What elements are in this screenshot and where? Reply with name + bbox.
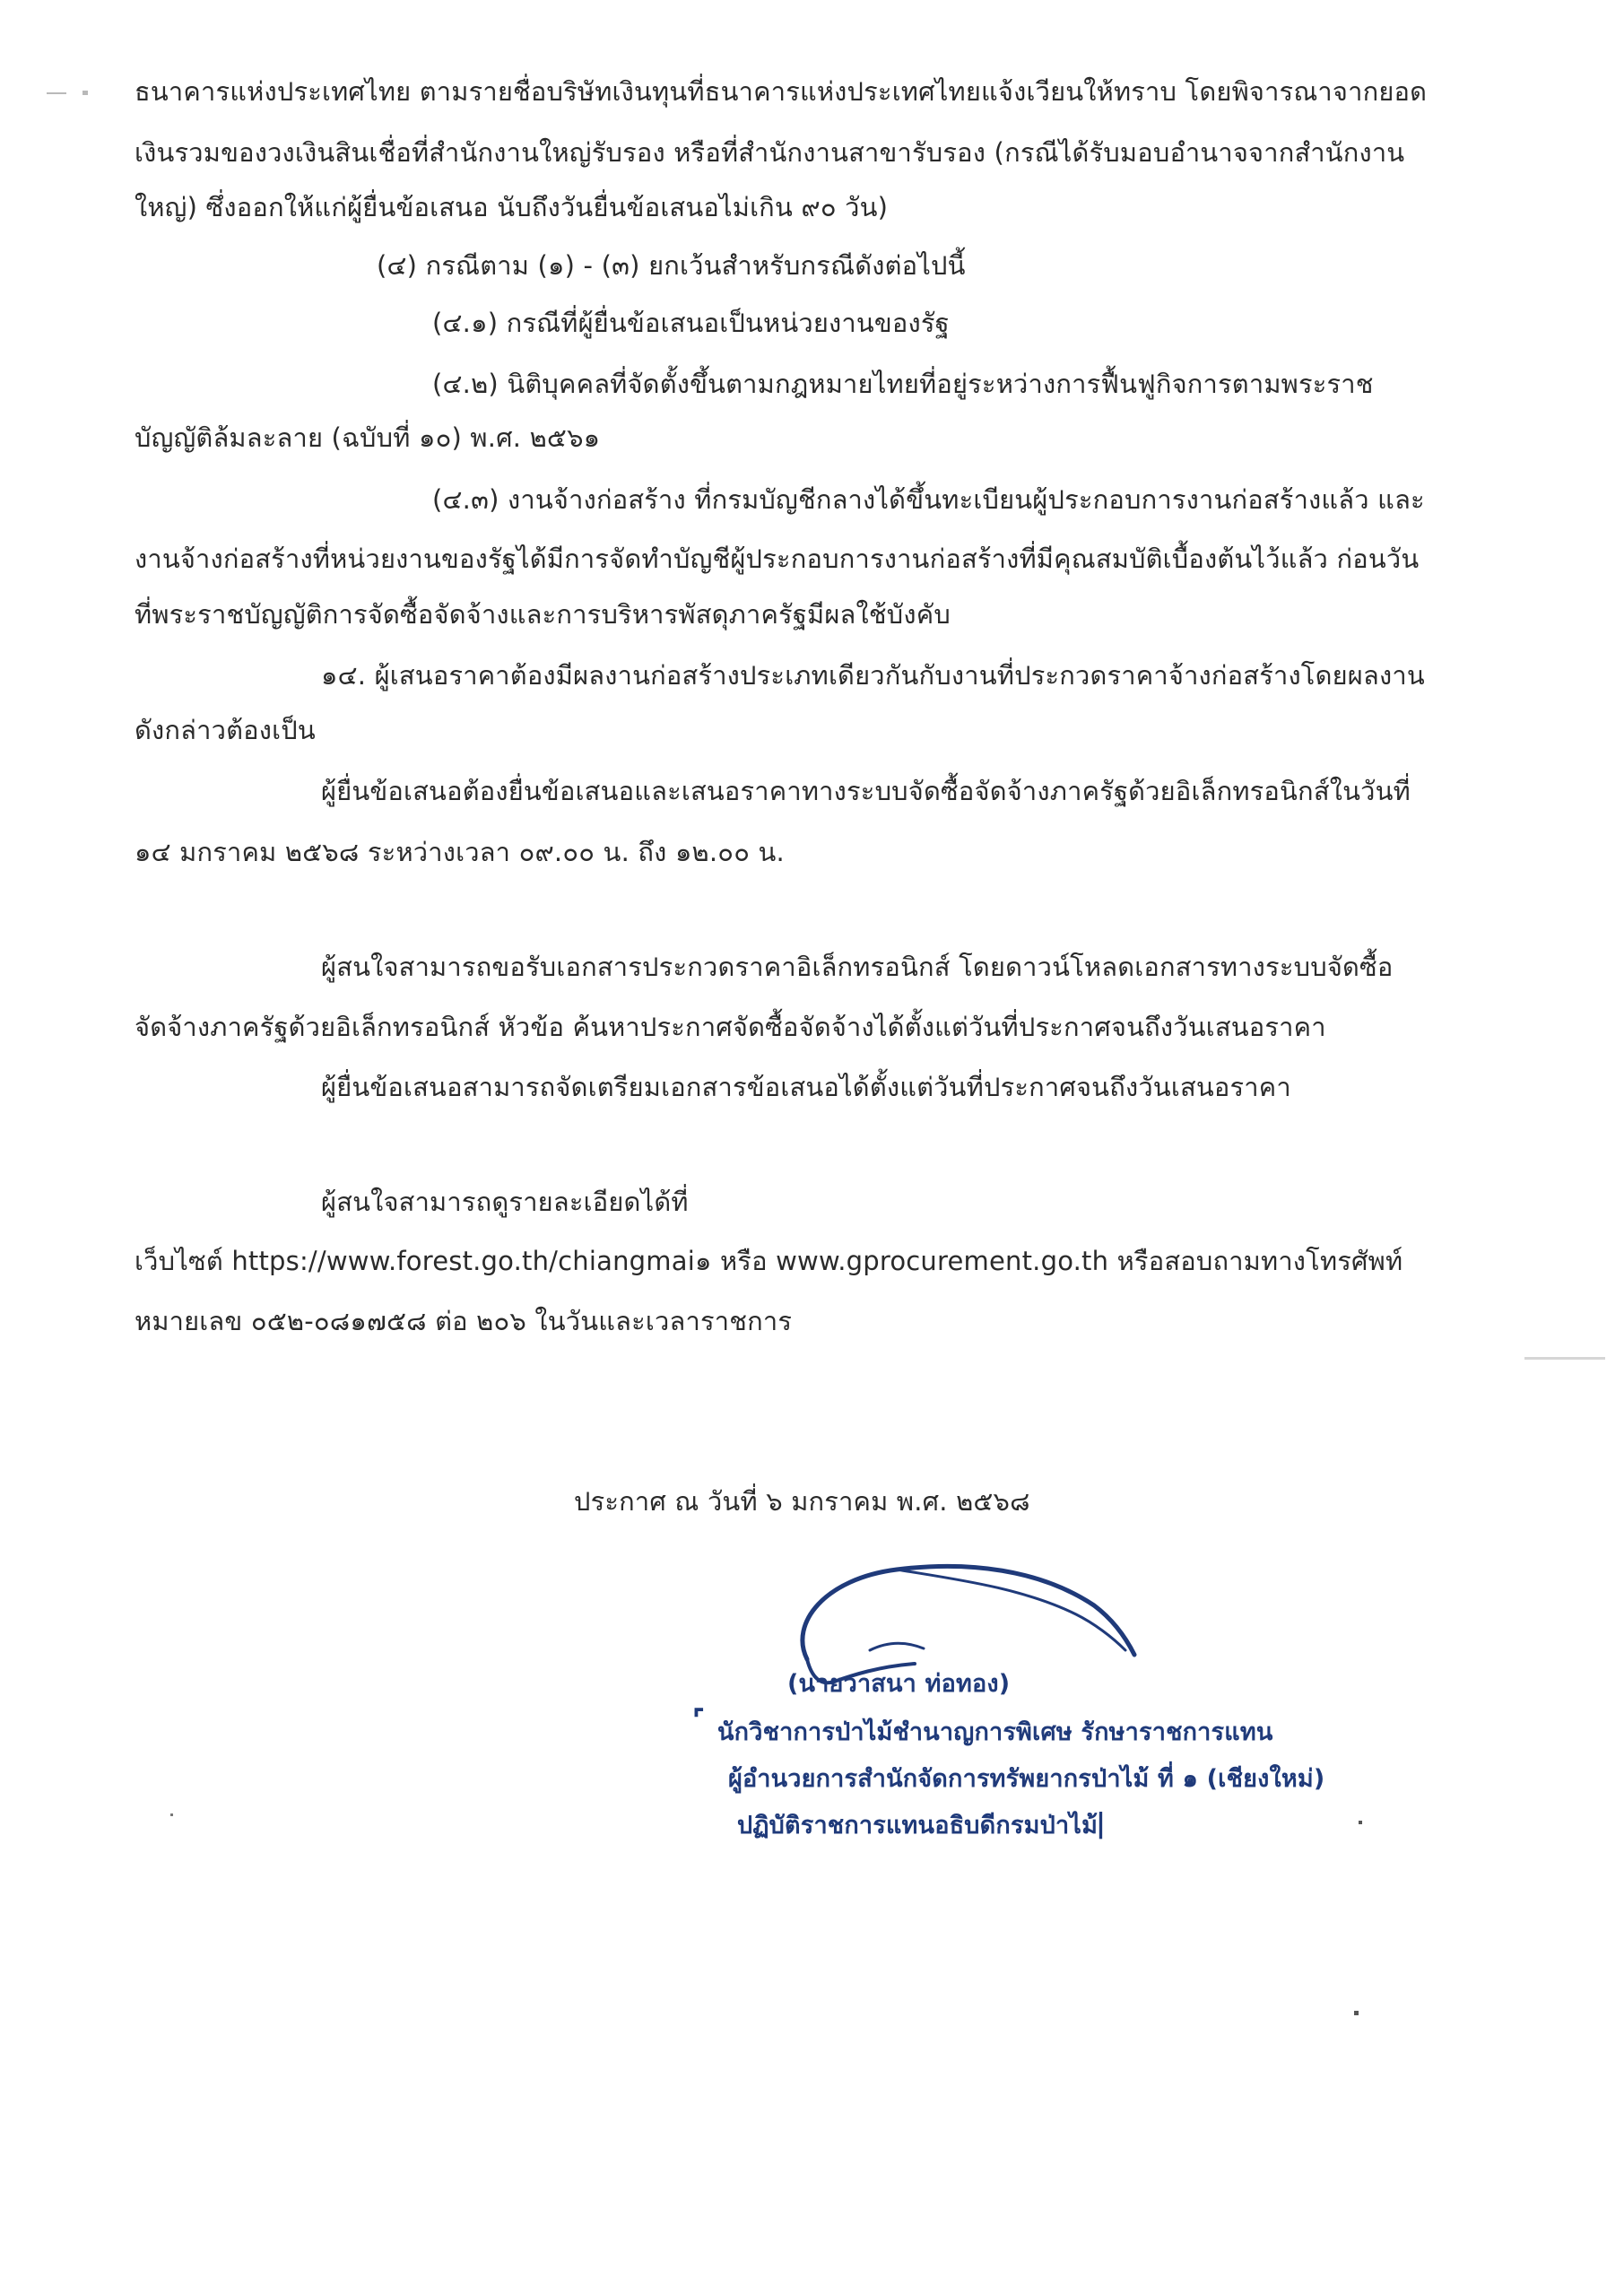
- announcement-date: ประกาศ ณ วันที่ ๖ มกราคม พ.ศ. ๒๕๖๘: [574, 1486, 1030, 1517]
- signer-position-3: ปฏิบัติราชการแทนอธิบดีกรมป่าไม้: [737, 1812, 1099, 1839]
- bracket-mark: ⌜: [692, 1704, 706, 1735]
- body-line-20: หมายเลข ๐๕๒-๐๘๑๗๕๘ ต่อ ๒๐๖ ในวันและเวลาราชการ: [135, 1306, 793, 1336]
- signer-name: (นายวาสนา ท่อทอง): [787, 1670, 1011, 1698]
- body-line-4: (๔) กรณีตาม (๑) - (๓) ยกเว้นสำหรับกรณีดังต่อไปนี้: [377, 250, 966, 281]
- body-line-18: ผู้สนใจสามารถดูรายละเอียดได้ที่: [321, 1187, 689, 1217]
- body-line-5: (๔.๑) กรณีที่ผู้ยื่นข้อเสนอเป็นหน่วยงานของรัฐ: [432, 308, 950, 338]
- scan-dot-3: [170, 1813, 173, 1816]
- scan-dot-1: [1359, 1821, 1362, 1824]
- body-line-15: ผู้สนใจสามารถขอรับเอกสารประกวดราคาอิเล็กทรอนิกส์ โดยดาวน์โหลดเอกสารทางระบบจัดซื้อ: [321, 952, 1394, 982]
- body-line-16: จัดจ้างภาครัฐด้วยอิเล็กทรอนิกส์ หัวข้อ ค้นหาประกาศจัดซื้อจัดจ้างได้ตั้งแต่วันที่ประกาศจนถึงวันเสนอราคา: [135, 1012, 1326, 1042]
- body-line-8: (๔.๓) งานจ้างก่อสร้าง ที่กรมบัญชีกลางได้ขึ้นทะเบียนผู้ประกอบการงานก่อสร้างแล้ว และ: [432, 484, 1425, 515]
- signer-position-1: นักวิชาการป่าไม้ชำนาญการพิเศษ รักษาราชการแทน: [717, 1718, 1273, 1746]
- body-line-13: ผู้ยื่นข้อเสนอต้องยื่นข้อเสนอและเสนอราคาทางระบบจัดซื้อจัดจ้างภาครัฐด้วยอิเล็กทรอนิกส์ในวันที่: [321, 776, 1411, 806]
- scan-mark-right-edge: [1524, 1357, 1605, 1360]
- body-line-3: ใหญ่) ซึ่งออกให้แก่ผู้ยื่นข้อเสนอ นับถึงวันยื่นข้อเสนอไม่เกิน ๙๐ วัน): [135, 192, 889, 222]
- bracket-mark-end: |: [1096, 1808, 1106, 1839]
- body-line-2: เงินรวมของวงเงินสินเชื่อที่สำนักงานใหญ่รับรอง หรือที่สำนักงานสาขารับรอง (กรณีได้รับมอบอำนาจจากสำนักงาน: [135, 137, 1405, 168]
- scan-dot-2: [1354, 2011, 1359, 2015]
- body-line-19: เว็บไซต์ https://www.forest.go.th/chiangmai๑ หรือ www.gprocurement.go.th หรือสอบถามทางโทรศัพท์: [135, 1246, 1403, 1276]
- scan-mark-top-left-dot: [83, 91, 88, 95]
- body-line-9: งานจ้างก่อสร้างที่หน่วยงานของรัฐได้มีการจัดทำบัญชีผู้ประกอบการงานก่อสร้างที่มีคุณสมบัติเบื้องต้นไว้แล้ว ก่อนวัน: [135, 544, 1420, 574]
- body-line-1: ธนาคารแห่งประเทศไทย ตามรายชื่อบริษัทเงินทุนที่ธนาคารแห่งประเทศไทยแจ้งเวียนให้ทราบ โดยพิจารณาจากยอด: [135, 76, 1428, 107]
- body-line-6: (๔.๒) นิติบุคคลที่จัดตั้งขึ้นตามกฎหมายไทยที่อยู่ระหว่างการฟื้นฟูกิจการตามพระราช: [432, 369, 1374, 399]
- body-line-12: ดังกล่าวต้องเป็น: [135, 715, 316, 745]
- signer-position-2: ผู้อำนวยการสำนักจัดการทรัพยากรป่าไม้ ที่ ๑ (เชียงใหม่): [728, 1765, 1325, 1793]
- body-line-14: ๑๔ มกราคม ๒๕๖๘ ระหว่างเวลา ๐๙.๐๐ น. ถึง ๑๒.๐๐ น.: [135, 837, 785, 867]
- body-line-10: ที่พระราชบัญญัติการจัดซื้อจัดจ้างและการบริหารพัสดุภาครัฐมีผลใช้บังคับ: [135, 599, 951, 630]
- body-line-7: บัญญัติล้มละลาย (ฉบับที่ ๑๐) พ.ศ. ๒๕๖๑: [135, 422, 601, 453]
- body-line-17: ผู้ยื่นข้อเสนอสามารถจัดเตรียมเอกสารข้อเสนอได้ตั้งแต่วันที่ประกาศจนถึงวันเสนอราคา: [321, 1072, 1291, 1102]
- body-line-11: ๑๔. ผู้เสนอราคาต้องมีผลงานก่อสร้างประเภทเดียวกันกับงานที่ประกวดราคาจ้างก่อสร้างโดยผลงาน: [321, 660, 1425, 691]
- scan-mark-top-left: [47, 92, 66, 94]
